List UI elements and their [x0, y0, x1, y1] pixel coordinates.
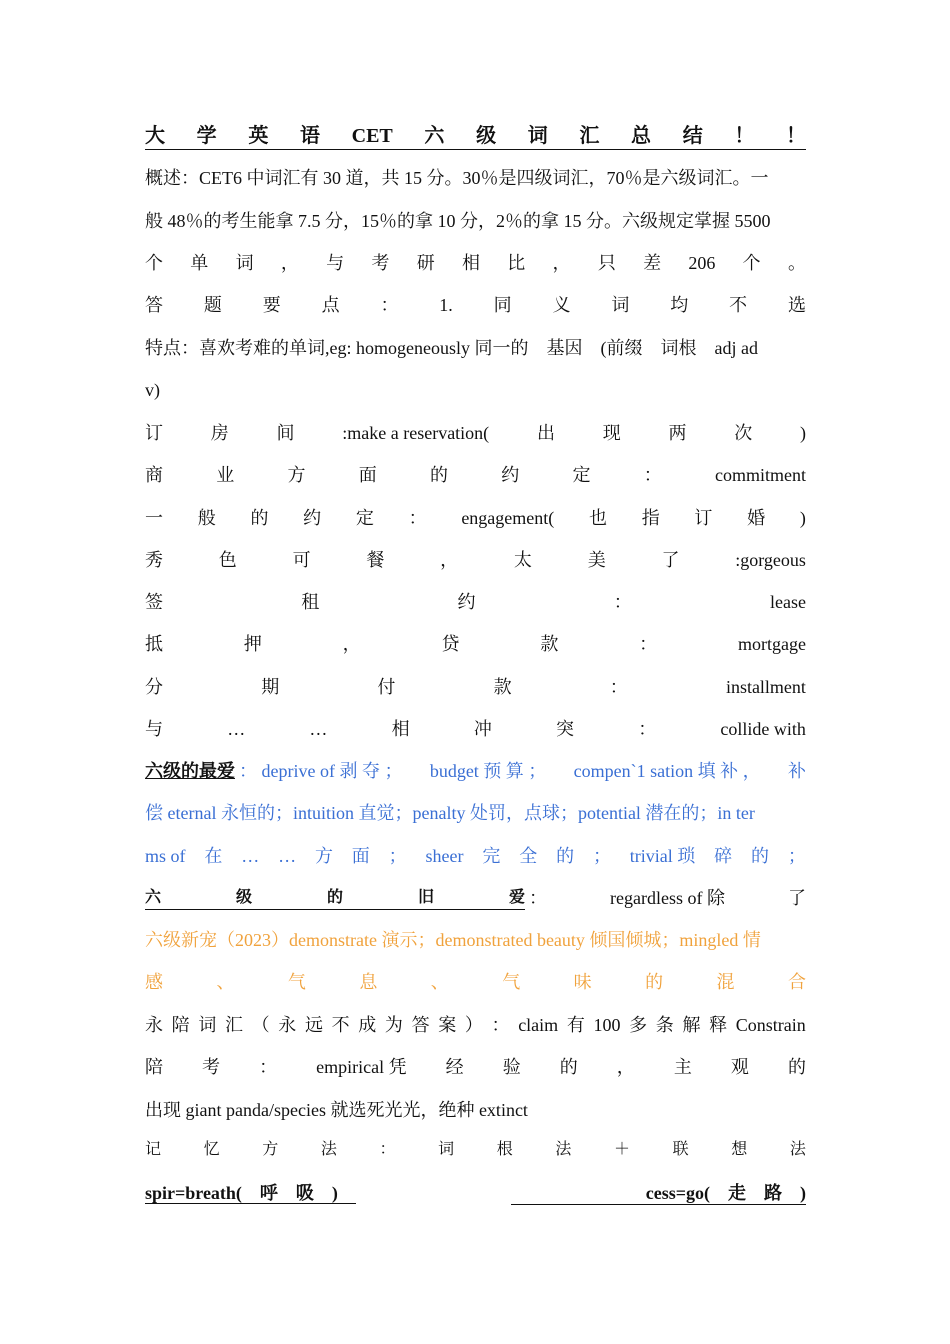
vocab-token: 分 [145, 677, 163, 697]
vocab-token: 次 [734, 423, 753, 443]
vocab-token: 餐 [366, 550, 385, 570]
memory-token: 记 [145, 1141, 162, 1158]
title-token: 六 [424, 125, 445, 147]
forever-2-token: empirical 凭 [316, 1057, 407, 1077]
favorite-3-token: ； [787, 846, 806, 866]
favorite-1-token: ： deprive of 剥 夺 ； [239, 761, 403, 781]
vocab-token: ) [799, 508, 806, 528]
vocab-token: 约 [457, 592, 476, 612]
vocab-token: 冲 [473, 719, 492, 739]
vocab-token: ： [609, 677, 628, 697]
vocab-token: ： [643, 465, 662, 485]
title-token: 语 [299, 125, 320, 147]
forever-2-token: 的 [787, 1057, 806, 1077]
vocab-line [145, 633, 806, 655]
new-pet-2-token: 味 [573, 972, 592, 992]
vocab-line [145, 591, 806, 613]
forever-1-token: 有 [566, 1015, 585, 1035]
new-pet-2-token: 合 [787, 972, 806, 992]
vocab-token: 秀 [145, 550, 163, 570]
title-token: 词 [527, 125, 548, 147]
forever-1-token: 100 [593, 1015, 621, 1035]
overview-3-token: 206 [688, 253, 716, 273]
favorite-3-token: 面 [351, 846, 370, 866]
root-cess: cess=go( 走 路 ) [511, 1182, 806, 1205]
title-token: ！ [734, 125, 755, 147]
vocab-token: ： [408, 508, 427, 528]
vocab-token: 相 [391, 719, 410, 739]
forever-2-token: 观 [730, 1057, 749, 1077]
memory-token: 法 [555, 1141, 572, 1158]
overview-4-token: ： [380, 295, 399, 315]
vocab-token: 贷 [441, 634, 460, 654]
favorite-3-token: 的 [556, 846, 575, 866]
vocab-token: mortgage [737, 634, 806, 654]
overview-3-token: 单 [190, 253, 209, 273]
vocab-token: 色 [218, 550, 237, 570]
forever-1-token: 远 [304, 1015, 323, 1035]
favorite-line-1 [145, 760, 806, 782]
old-love-token: 级 [235, 889, 252, 906]
vocab-token: 租 [301, 592, 320, 612]
overview-3-token: ， [552, 253, 571, 273]
vocab-token: 间 [276, 423, 295, 443]
memory-token: 方 [262, 1141, 279, 1158]
vocab-token: 现 [602, 423, 621, 443]
new-pet-line-1: 六级新宠（2023）demonstrate 演示；demonstrated beauty 倾国倾城；mingled 情 [145, 930, 761, 950]
vocab-line [145, 422, 806, 444]
forever-1-token: 不 [331, 1015, 350, 1035]
memory-token: ＋ [614, 1141, 631, 1158]
favorite-3-token: sheer [425, 846, 464, 866]
new-pet-2-token: 气 [502, 972, 521, 992]
old-love-rest-token: 了 [788, 888, 806, 908]
old-love-rest-token: regardless of 除 [610, 888, 725, 908]
vocab-token: 指 [641, 508, 660, 528]
overview-line-3 [145, 252, 806, 274]
vocab-token: ： [639, 634, 658, 654]
forever-1-token: 答 [411, 1015, 430, 1035]
overview-3-token: ， [280, 253, 299, 273]
old-love-token: 六 [145, 889, 162, 906]
favorite-3-token: trivial 琐 [629, 846, 696, 866]
vocab-token: collide with [720, 719, 806, 739]
memory-token: 联 [672, 1141, 689, 1158]
overview-4-token: 题 [203, 295, 222, 315]
title-token: ！ [786, 125, 806, 147]
favorite-1-token: compen`1 sation 填 补 ， [573, 761, 761, 781]
vocab-token: 与 [145, 719, 163, 739]
title-token: CET [351, 125, 393, 147]
overview-4-token: 义 [552, 295, 571, 315]
vocab-token: 款 [493, 677, 512, 697]
memory-token: ： [379, 1141, 396, 1158]
title-token: 汇 [579, 125, 600, 147]
roots-line [145, 1182, 806, 1204]
title-token: 英 [248, 125, 269, 147]
favorite-3-token: ； [388, 846, 407, 866]
overview-4-token: 1. [439, 295, 453, 315]
forever-1-token: ： [491, 1015, 510, 1035]
vocab-token: 押 [243, 634, 262, 654]
overview-4-token: 点 [321, 295, 340, 315]
favorite-3-token: 方 [314, 846, 333, 866]
overview-4-token: 词 [611, 295, 630, 315]
favorite-3-token: 在 [204, 846, 223, 866]
memory-method-line [145, 1139, 806, 1161]
overview-3-token: 相 [461, 253, 480, 273]
forever-1-token: 多 [629, 1015, 648, 1035]
forever-1-token: 案 [438, 1015, 457, 1035]
vocab-token: :gorgeous [735, 550, 806, 570]
overview-3-token: 只 [597, 253, 616, 273]
forever-1-token: 条 [655, 1015, 674, 1035]
vocab-token: 订 [145, 423, 163, 443]
vocab-token: engagement( [461, 508, 555, 528]
new-pet-2-token: 混 [716, 972, 735, 992]
forever-2-token: 考 [202, 1057, 221, 1077]
memory-token: 根 [496, 1141, 513, 1158]
vocab-line [145, 464, 806, 486]
vocab-token: 面 [358, 465, 377, 485]
favorite-1-token: budget 预 算 ； [429, 761, 547, 781]
vocab-token: 约 [501, 465, 520, 485]
title-token: 大 [145, 125, 165, 147]
vocab-token: 订 [694, 508, 713, 528]
memory-token: 法 [789, 1141, 806, 1158]
forever-1-token: 汇 [224, 1015, 243, 1035]
forever-2-token: 的 [559, 1057, 578, 1077]
new-pet-2-token: 息 [359, 972, 378, 992]
forever-2-token: 验 [502, 1057, 521, 1077]
vocab-token: 突 [556, 719, 575, 739]
forever-1-token: 永 [145, 1015, 163, 1035]
vocab-token: 业 [216, 465, 235, 485]
vocab-token: 可 [292, 550, 311, 570]
vocab-token: 般 [197, 508, 216, 528]
vocab-token: 方 [287, 465, 306, 485]
vocab-token: 也 [588, 508, 607, 528]
vocab-token: ： [638, 719, 657, 739]
favorite-3-token: 碎 [714, 846, 733, 866]
overview-4-token: 要 [262, 295, 281, 315]
favorite-3-token: … [241, 846, 260, 866]
forever-1-token: 成 [358, 1015, 377, 1035]
forever-1-token: ） [464, 1015, 483, 1035]
overview-3-token: 。 [787, 253, 806, 273]
memory-token: 词 [438, 1141, 455, 1158]
favorite-3-token: 完 [482, 846, 501, 866]
vocab-line [145, 676, 806, 698]
vocab-token: ) [799, 423, 806, 443]
vocab-token: ， [342, 634, 361, 654]
vocab-token: 付 [377, 677, 396, 697]
overview-4-token: 不 [729, 295, 748, 315]
overview-4-token: 选 [787, 295, 806, 315]
overview-line-1: 概述：CET6 中词汇有 30 道，共 15 分。30％是四级词汇，70％是六级词汇。一 [145, 168, 769, 188]
vocab-token: 期 [261, 677, 280, 697]
vocab-token: 款 [540, 634, 559, 654]
favorite-3-token: … [278, 846, 297, 866]
forever-1-token: 词 [198, 1015, 217, 1035]
vocab-token: 商 [145, 465, 163, 485]
old-love-token: 的 [326, 889, 343, 906]
vocab-token: 房 [210, 423, 229, 443]
new-pet-2-token: 、 [216, 972, 235, 992]
overview-3-token: 差 [643, 253, 662, 273]
overview-3-token: 个 [742, 253, 761, 273]
vocab-token: 约 [303, 508, 322, 528]
vocab-token: lease [770, 592, 806, 612]
forever-1-token: 永 [278, 1015, 297, 1035]
overview-3-token: 比 [507, 253, 526, 273]
overview-4-token: 均 [670, 295, 689, 315]
overview-line-5: 特点：喜欢考难的单词,eg: homogeneously 同一的 基因 (前缀 词根 adj ad [145, 338, 758, 358]
overview-3-token: 词 [235, 253, 254, 273]
favorite-3-token: ； [592, 846, 611, 866]
memory-token: 忆 [203, 1141, 220, 1158]
vocab-token: … [227, 719, 246, 739]
forever-line-3: 出现 giant panda/species 就选死光光，绝种 extinct [145, 1100, 528, 1120]
vocab-token: ： [613, 592, 632, 612]
vocab-line [145, 718, 806, 740]
overview-3-token: 考 [371, 253, 390, 273]
overview-4-token: 答 [145, 295, 163, 315]
vocab-token: 太 [513, 550, 532, 570]
forever-2-token: 主 [673, 1057, 692, 1077]
new-pet-2-token: 的 [645, 972, 664, 992]
favorite-3-token: 的 [751, 846, 770, 866]
title-token: 总 [631, 125, 652, 147]
vocab-token: 抵 [145, 634, 163, 654]
overview-3-token: 与 [326, 253, 345, 273]
favorite-3-token: ms of [145, 846, 186, 866]
favorite-line-2: 偿 eternal 永恒的；intuition 直觉；penalty 处罚，点球；potential 潜在的；in ter [145, 803, 755, 823]
vocab-token: 婚 [747, 508, 766, 528]
forever-2-token: 经 [445, 1057, 464, 1077]
old-love-rest-token: ： [529, 888, 547, 908]
old-love-line [145, 887, 806, 910]
page-title [145, 125, 806, 150]
forever-2-token: 陪 [145, 1057, 163, 1077]
forever-2-token: ， [616, 1057, 635, 1077]
favorite-1-token: 补 [787, 761, 806, 781]
new-pet-2-token: 气 [287, 972, 306, 992]
vocab-token: … [309, 719, 328, 739]
vocab-token: 定 [572, 465, 591, 485]
forever-1-token: claim [518, 1015, 559, 1035]
favorite-line-3 [145, 845, 806, 867]
vocab-token: 一 [145, 508, 163, 528]
vocab-line [145, 507, 806, 529]
forever-1-token: 释 [709, 1015, 728, 1035]
forever-line-1 [145, 1014, 806, 1036]
vocab-token: commitment [715, 465, 806, 485]
vocab-token: :make a reservation( [342, 423, 490, 443]
forever-1-token: Constrain [735, 1015, 806, 1035]
root-spir: spir=breath( 呼 吸 ) [145, 1183, 356, 1204]
overview-3-token: 个 [145, 253, 163, 273]
vocab-token: 了 [661, 550, 680, 570]
overview-line-2: 般 48％的考生能拿 7.5 分，15％的拿 10 分，2％的拿 15 分。六级规定掌握 5500 [145, 211, 771, 231]
overview-3-token: 研 [416, 253, 435, 273]
vocab-token: installment [725, 677, 806, 697]
new-pet-2-token: 、 [430, 972, 449, 992]
forever-1-token: （ [251, 1015, 270, 1035]
vocab-token: 美 [587, 550, 606, 570]
forever-1-token: 为 [384, 1015, 403, 1035]
title-token: 级 [476, 125, 497, 147]
vocab-token: 签 [145, 592, 163, 612]
memory-token: 法 [320, 1141, 337, 1158]
title-token: 结 [682, 125, 703, 147]
old-love-token: 爱 [508, 889, 525, 906]
vocab-token: 的 [250, 508, 269, 528]
vocab-token: ， [440, 550, 459, 570]
new-pet-line-2 [145, 971, 806, 993]
vocab-token: 的 [430, 465, 448, 485]
forever-1-token: 陪 [171, 1015, 190, 1035]
vocab-token: 两 [668, 423, 687, 443]
favorite-label: 六级的最爱 [145, 761, 235, 781]
vocab-token: 定 [355, 508, 374, 528]
favorite-3-token: 全 [519, 846, 538, 866]
vocab-line [145, 549, 806, 571]
overview-line-6: v) [145, 380, 160, 400]
forever-1-token: 解 [682, 1015, 701, 1035]
new-pet-2-token: 感 [145, 972, 163, 992]
overview-4-token: 同 [493, 295, 512, 315]
title-token: 学 [196, 125, 217, 147]
forever-line-2 [145, 1056, 806, 1078]
forever-2-token: ： [259, 1057, 278, 1077]
old-love-token: 旧 [417, 889, 434, 906]
vocab-token: 出 [536, 423, 555, 443]
memory-token: 想 [731, 1141, 748, 1158]
overview-line-4 [145, 294, 806, 316]
